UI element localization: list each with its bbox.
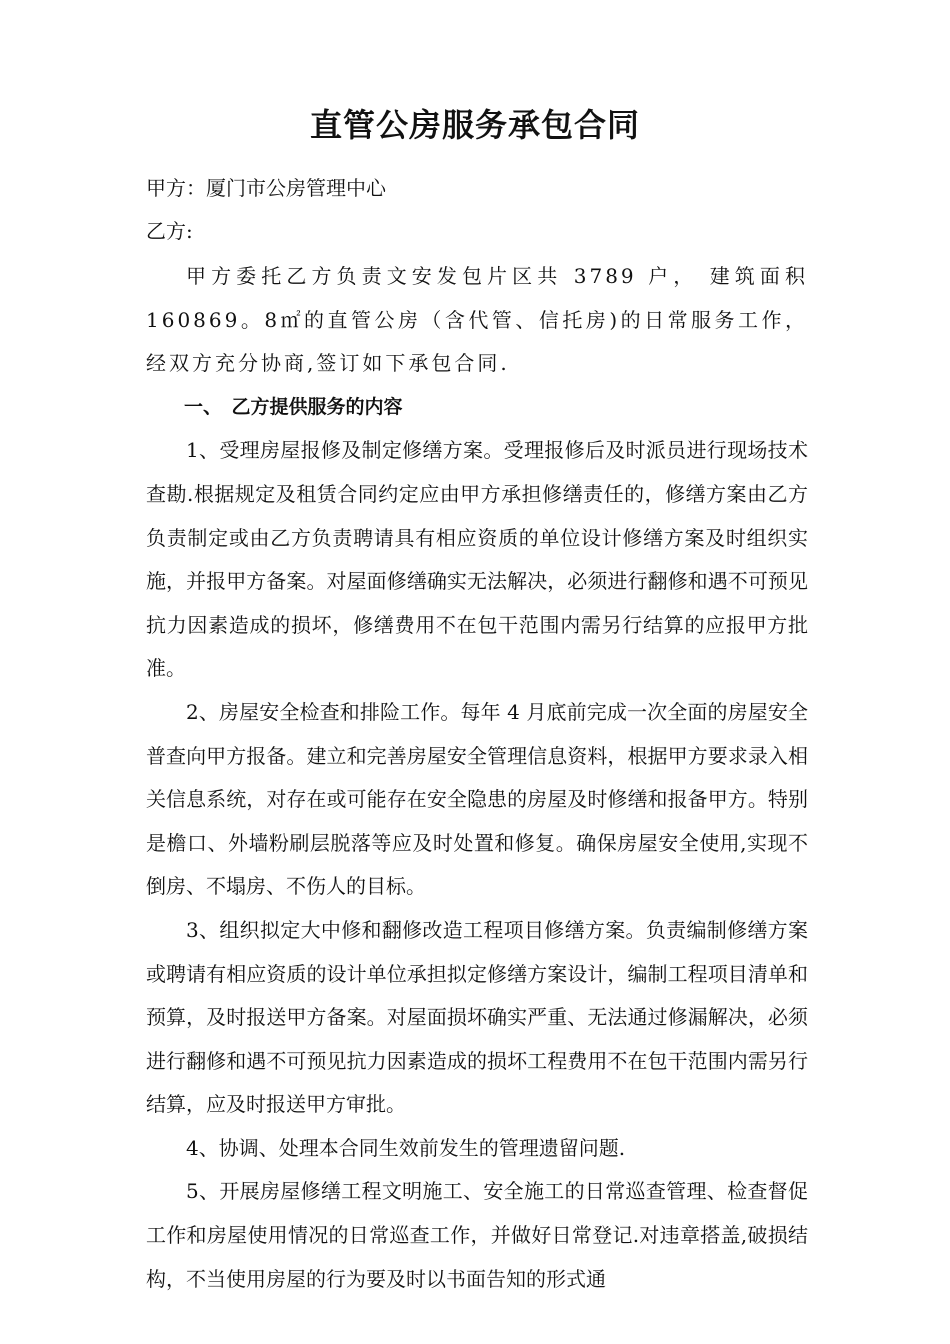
intro-paragraph: 甲方委托乙方负责文安发包片区共 3789 户， 建筑面积 160869。8㎡的直管公房（含代管、信托房)的日常服务工作，经双方充分协商,签订如下承包合同. — [146, 264, 808, 376]
section-1-heading: 一、 乙方提供服务的内容 — [184, 395, 403, 418]
clause-item-3: 3、组织拟定大中修和翻修改造工程项目修缮方案。负责编制修缮方案或聘请有相应资质的设计单位承担拟定修缮方案设计，编制工程项目清单和预算，及时报送甲方备案。对屋面损坏确实严重、无法通过修漏解决，必须进行翻修和遇不可预见抗力因素造成的损坏工程费用不在包干范围内需另行结算，应及时报送甲方审批。 — [146, 917, 808, 1117]
clause-item-4: 4、协调、处理本合同生效前发生的管理遗留问题. — [186, 1135, 626, 1160]
contract-body — [146, 255, 808, 1301]
clause-item-2: 2、房屋安全检查和排险工作。每年 4 月底前完成一次全面的房屋安全普查向甲方报备。建立和完善房屋安全管理信息资料，根据甲方要求录入相关信息系统，对存在或可能存在安全隐患的房屋及时修缮和报备甲方。特别是檐口、外墙粉刷层脱落等应及时处置和修复。确保房屋安全使用,实现不倒房、不塌房、不伤人的目标。 — [146, 699, 808, 899]
document-title: 直管公房服务承包合同 — [309, 106, 640, 144]
party-a-line: 甲方：厦门市公房管理中心 — [146, 176, 386, 200]
party-b-line: 乙方: — [146, 219, 193, 243]
clause-item-1: 1、受理房屋报修及制定修缮方案。受理报修后及时派员进行现场技术查勘.根据规定及租赁合同约定应由甲方承担修缮责任的，修缮方案由乙方负责制定或由乙方负责聘请具有相应资质的单位设计修缮方案及时组织实施，并报甲方备案。对屋面修缮确实无法解决，必须进行翻修和遇不可预见抗力因素造成的损坏，修缮费用不在包干范围内需另行结算的应报甲方批准。 — [146, 438, 808, 681]
clause-item-5: 5、开展房屋修缮工程文明施工、安全施工的日常巡查管理、检查督促工作和房屋使用情况的日常巡查工作，并做好日常登记.对违章搭盖,破损结构，不当使用房屋的行为要及时以书面告知的形式通 — [146, 1179, 808, 1291]
